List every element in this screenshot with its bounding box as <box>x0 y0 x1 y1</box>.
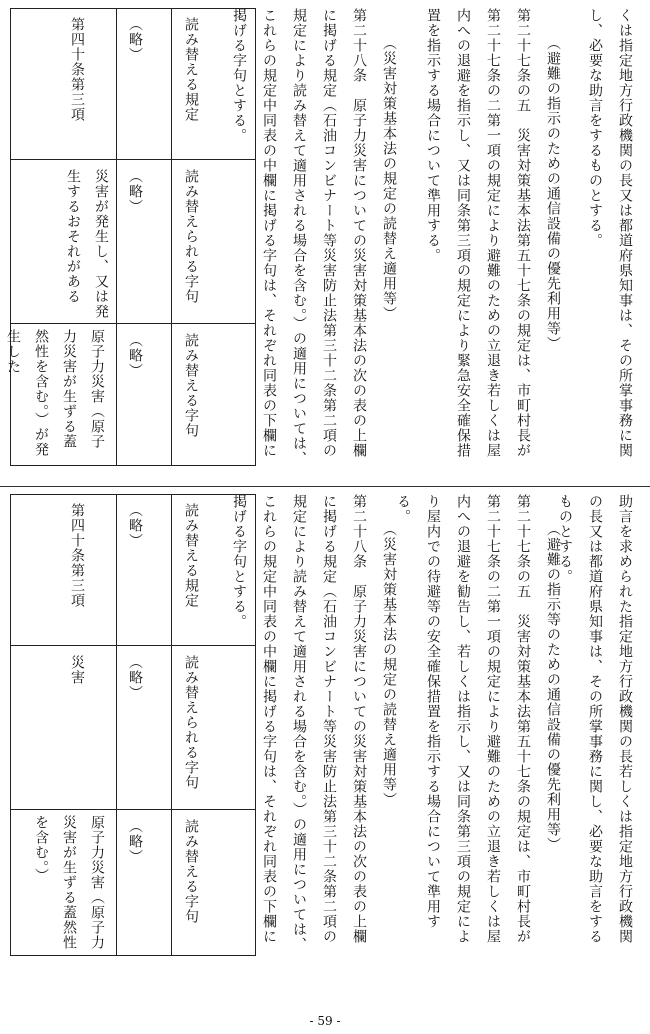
table-cell: （略） <box>127 819 143 864</box>
article-text: 第二十七条の五 災害対策基本法第五十七条の規定は、市町村長が第二十七条の二第一項の規定により避難のための立退き若しくは屋内への退避を勧告し、若しくは指示し、又は同条第三項の規定により屋内での待避等の安全確保措置を指示する場合について準用する。 <box>395 494 531 944</box>
article-text: 第二十七条の五 災害対策基本法第五十七条の規定は、市町村長が第二十七条の二第一項の規定により避難のための立退き若しくは屋内への退避を指示し、又は同条第三項の規定により緊急安全確保措置を指示する場合について準用する。 <box>425 8 531 458</box>
table-cell: （略） <box>127 333 143 378</box>
article-heading: （災害対策基本法の規定の読替え適用等） <box>381 522 397 807</box>
table-header: 読み替える字句 <box>183 333 199 438</box>
table-cell: 原子力災害（原子力災害が生ずる蓋然性を含む。） <box>33 815 105 950</box>
table-cell: 第四十条第三項 <box>69 503 85 608</box>
table-header: 読み替える規定 <box>183 503 199 608</box>
table-header: 読み替えられる字句 <box>183 169 199 304</box>
table-cell: 第四十条第三項 <box>69 17 85 122</box>
table-header: 読み替える規定 <box>183 17 199 122</box>
table-cell: 災害 <box>69 655 85 685</box>
article-text: 第二十八条 原子力災害についての災害対策基本法の次の表の上欄に掲げる規定（石油コンビナート等災害防止法第三十二条第二項の規定により読み替えて適用される場合を含む。）の適用については、これらの規定中同表の中欄に掲げる字句は、それぞれ同表の下欄に掲げる字句とする。 <box>231 494 367 952</box>
article-heading: （災害対策基本法の規定の読替え適用等） <box>381 36 397 321</box>
table-cell: （略） <box>127 169 143 214</box>
table-cell: （略） <box>127 655 143 700</box>
replacement-table <box>5 8 256 466</box>
intro-paragraph: 助言を求められた指定地方行政機関の長若しくは指定地方行政機関の長又は都道府県知事は、その所掌事務に関し、必要な助言をするものとする。 <box>557 494 633 944</box>
intro-paragraph: くは指定地方行政機関の長又は都道府県知事は、その所掌事務に関し、必要な助言をするものとする。 <box>587 8 633 458</box>
current-text-section <box>0 494 650 968</box>
article-text: 第二十八条 原子力災害についての災害対策基本法の次の表の上欄に掲げる規定（石油コンビナート等災害防止法第三十二条第二項の規定により読み替えて適用される場合を含む。）の適用については、これらの規定中同表の中欄に掲げる字句は、それぞれ同表の下欄に掲げる字句とする。 <box>231 8 367 466</box>
article-heading: （避難の指示等のための通信設備の優先利用等） <box>545 522 561 852</box>
page-number: - 59 - <box>309 1014 341 1028</box>
table-cell: 災害が発生し、又は発生するおそれがある <box>65 169 109 319</box>
table-cell: （略） <box>127 17 143 62</box>
table-cell: 原子力災害（原子力災害が生ずる蓋然性を含む。）が発生した <box>5 329 105 457</box>
section-divider <box>0 486 650 487</box>
replacement-table <box>10 494 256 956</box>
article-heading: （避難の指示のための通信設備の優先利用等） <box>545 36 561 351</box>
table-header: 読み替える字句 <box>183 819 199 924</box>
table-cell: （略） <box>127 503 143 548</box>
table-header: 読み替えられる字句 <box>183 655 199 790</box>
revised-text-section <box>0 8 650 478</box>
